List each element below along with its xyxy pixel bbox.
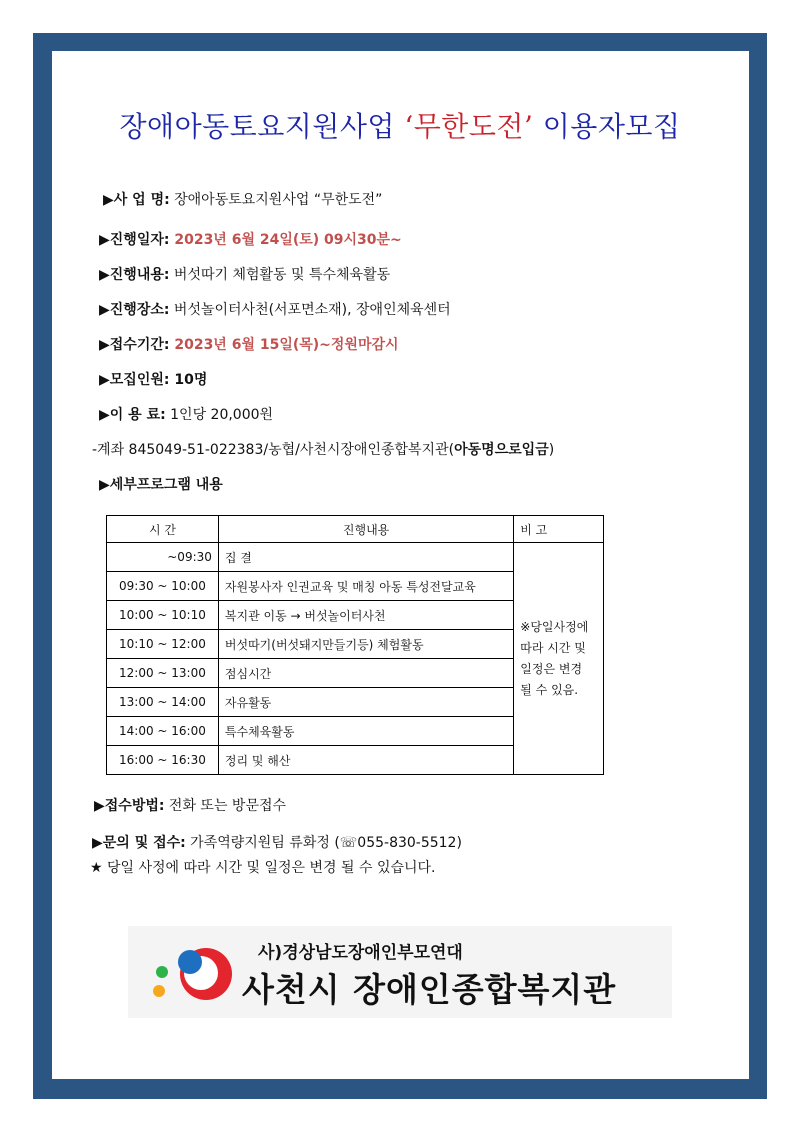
info-business-name — [103, 189, 382, 209]
info-value: 버섯따기 체험활동 및 특수체육활동 — [169, 267, 391, 283]
info-fee — [99, 404, 273, 424]
logo-title: 사천시 장애인종합복지관 — [242, 970, 617, 1009]
note-line: 일정은 변경 — [520, 661, 583, 676]
info-label: ▶이 용 료: — [99, 407, 166, 423]
program-heading-label: ▶세부프로그램 내용 — [99, 477, 223, 493]
info-inquiry — [92, 832, 462, 852]
time-cell: 09:30 ~ 10:00 — [107, 572, 219, 601]
info-value: 버섯놀이터사천(서포면소재), 장애인체육센터 — [169, 302, 451, 318]
info-label: ▶모집인원: — [99, 372, 170, 388]
page-title — [0, 105, 800, 145]
note-line: 따라 시간 및 — [520, 640, 586, 655]
title-part3: 이용자모집 — [533, 110, 681, 143]
content-cell: 버섯따기(버섯돼지만들기등) 체험활동 — [218, 630, 513, 659]
account-end: ) — [548, 442, 555, 458]
info-value: 가족역량지원팀 류화정 (☏055-830-5512) — [185, 835, 462, 851]
info-value: 2023년 6월 15일(목)~정원마감시 — [169, 337, 399, 353]
content-cell: 특수체육활동 — [218, 717, 513, 746]
time-cell: 10:10 ~ 12:00 — [107, 630, 219, 659]
account-bold: 아동명으로입금 — [454, 442, 549, 458]
schedule-table — [106, 515, 604, 775]
info-value: 1인당 20,000원 — [165, 407, 274, 423]
content-cell: 자원봉사자 인권교육 및 매칭 아동 특성전달교육 — [218, 572, 513, 601]
info-value: 장애아동토요지원사업 “무한도전” — [169, 192, 383, 208]
time-cell: 13:00 ~ 14:00 — [107, 688, 219, 717]
notice-value: ★ 당일 사정에 따라 시간 및 일정은 변경 될 수 있습니다. — [90, 860, 436, 876]
info-location — [99, 299, 451, 319]
note-line: 될 수 있음. — [520, 682, 579, 697]
notice-text — [90, 857, 436, 877]
organization-logo — [128, 926, 672, 1018]
time-cell: 10:00 ~ 10:10 — [107, 601, 219, 630]
account-text: -계좌 845049-51-022383/농협/사천시장애인종합복지관( — [92, 442, 455, 458]
content-cell: 자유활동 — [218, 688, 513, 717]
info-account — [92, 439, 554, 459]
info-value: 전화 또는 방문접수 — [164, 798, 287, 814]
content-cell: 복지관 이동 → 버섯놀이터사천 — [218, 601, 513, 630]
table-header: 비 고 — [514, 516, 604, 543]
content-cell: 집 결 — [218, 543, 513, 572]
info-date — [99, 229, 402, 249]
table-row — [107, 543, 604, 572]
content-cell: 점심시간 — [218, 659, 513, 688]
note-line: ※당일사정에 — [520, 619, 589, 634]
content-cell: 정리 및 해산 — [218, 746, 513, 775]
time-cell: ~09:30 — [107, 543, 219, 572]
info-apply-method — [94, 795, 286, 815]
time-cell: 16:00 ~ 16:30 — [107, 746, 219, 775]
info-label: ▶문의 및 접수: — [92, 835, 186, 851]
info-value: 10명 — [169, 372, 208, 388]
info-content — [99, 264, 390, 284]
title-part1: 장애아동토요지원사업 — [119, 110, 405, 143]
info-label: ▶접수기간: — [99, 337, 170, 353]
note-cell — [514, 543, 604, 775]
info-label: ▶접수방법: — [94, 798, 165, 814]
logo-emblem-icon — [148, 940, 238, 1004]
logo-subtitle: 사)경상남도장애인부모연대 — [258, 943, 463, 963]
time-cell: 14:00 ~ 16:00 — [107, 717, 219, 746]
info-capacity — [99, 369, 207, 389]
info-label: ▶진행장소: — [99, 302, 170, 318]
info-value: 2023년 6월 24일(토) 09시30분~ — [169, 232, 402, 248]
time-cell: 12:00 ~ 13:00 — [107, 659, 219, 688]
title-highlight: ‘무한도전’ — [404, 110, 534, 143]
table-header: 시 간 — [107, 516, 219, 543]
info-registration-period — [99, 334, 399, 354]
info-label: ▶진행내용: — [99, 267, 170, 283]
info-label: ▶진행일자: — [99, 232, 170, 248]
info-label: ▶사 업 명: — [103, 192, 170, 208]
program-heading — [99, 474, 223, 494]
table-header: 진행내용 — [218, 516, 513, 543]
table-header-row — [107, 516, 604, 543]
